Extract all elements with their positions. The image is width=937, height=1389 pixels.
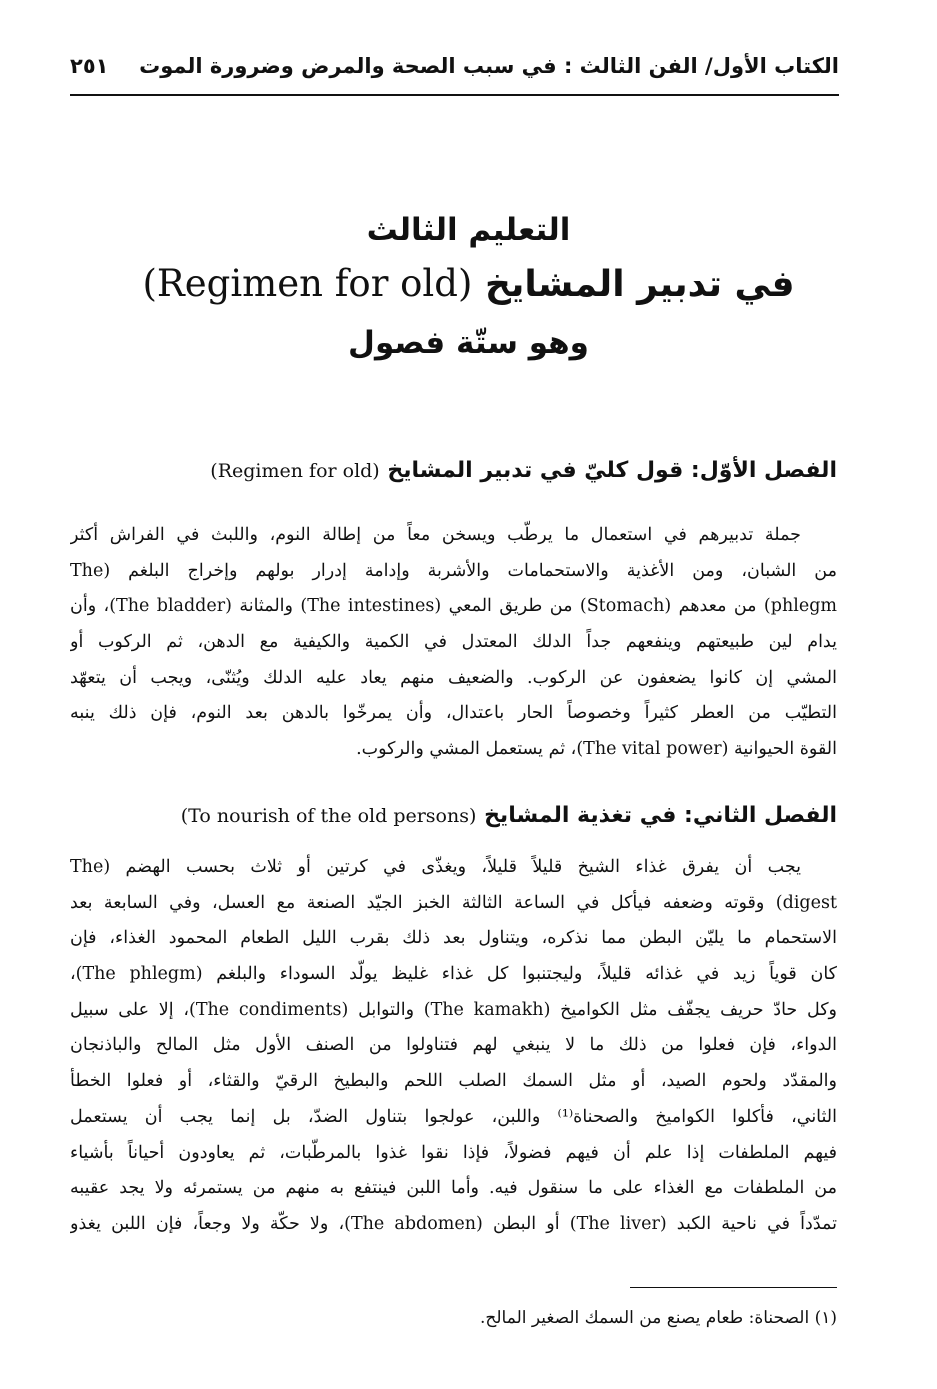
- chapter2-heading: [180, 803, 837, 847]
- page-number: ٢٥١: [70, 54, 109, 78]
- chapter2-heading-latin: (To nourish of the old persons): [180, 805, 477, 827]
- paragraph-line: كان قوياً زيد في غذائه قليلاً، وليجتنبوا كل غذاء غليظ يولّد السوداء والبلغم (The phlegm)،: [70, 964, 837, 985]
- running-title: الكتاب الأول/ الفن الثالث : في سبب الصحة والمرض وضرورة الموت: [139, 54, 839, 78]
- paragraph-line: المشي إن كانوا يضعفون عن الركوب. والضعيف منهم يعاد عليه الدلك ويُثنّى، ويجب أن يتعهّد: [70, 667, 837, 688]
- chapter1-heading-arabic: الفصل الأوّل: قول كليّ في تدبير المشايخ: [387, 458, 837, 483]
- footnote: (١) الصحناة: طعام يصنع من السمك الصغير المالح.: [480, 1308, 837, 1328]
- paragraph-line: جملة تدبيرهم في استعمال ما يرطّب ويسخن معاً من إطالة النوم، واللبث في الفراش أكثر: [70, 525, 801, 545]
- paragraph-line: الدواء، فإن فعلوا من ذلك ما لا ينبغي لهم فتناولوا من الصنف الأول مثل المالح والباذنجان: [70, 1035, 837, 1056]
- section-subtitle: [100, 262, 837, 305]
- paragraph-line: digest) وقوته وضعفه فيأكل في الساعة الثالثة الخبز الجيّد الصنعة مع العسل، وفي السابعة بعد: [70, 892, 837, 913]
- subtitle-latin: (Regimen for old): [142, 262, 473, 305]
- paragraph-line: من الملطفات مع الغذاء على ما سنقول فيه. وأما اللبن فينتفع به منهم من يستمرئه ولا يجد عقيبه: [70, 1178, 837, 1199]
- paragraph-line: يجب أن يفرق غذاء الشيخ قليلاً قليلاً، ويغذّى في كرتين أو ثلاث بحسب الهضم (The: [70, 857, 801, 877]
- chapter1-body: [70, 518, 837, 768]
- header-rule: [70, 94, 839, 96]
- paragraph-line: من الشبان، ومن الأغذية والاستحمامات والأشربة وإدامة إدرار بولهم وإخراج البلغم (The: [70, 560, 837, 581]
- chapter1-heading: [190, 458, 837, 502]
- chapter2-heading-arabic: الفصل الثاني: في تغذية المشايخ: [484, 803, 837, 828]
- section-chapter-count: وهو ستّة فصول: [348, 325, 589, 361]
- chapter1-heading-latin: (Regimen for old): [210, 460, 380, 482]
- footnote-rule: [630, 1287, 837, 1288]
- paragraph-line: وكل حادّ حريف يجفّف مثل الكواميخ (The kamakh) والتوابل (The condiments)، إلا على سبيل: [70, 999, 837, 1020]
- chapter2-body: [70, 850, 837, 1243]
- paragraph-line: القوة الحيوانية (The vital power)، ثم يستعمل المشي والركوب.: [356, 739, 837, 760]
- paragraph-line: تمدّداً في ناحية الكبد (The liver) أو البطن (The abdomen)، ولا حكّة ولا وجعاً، فإن اللبن يغذو: [70, 1213, 837, 1234]
- section-title: التعليم الثالث: [366, 212, 571, 248]
- paragraph-line: والمقدّد ولحوم الصيد، أو مثل السمك الصلب اللحم والبطيخ الرقيّ والقثاء، أو فعلوا الخطأ: [70, 1071, 837, 1092]
- paragraph-line: الثاني، فأكلوا الكواميخ والصحناة⁽¹⁾ واللبن، عولجوا بتناول الضدّ، بل إنما يجب أن يستعمل: [70, 1106, 837, 1127]
- page-header: [70, 46, 839, 86]
- subtitle-arabic: في تدبير المشايخ: [484, 264, 795, 305]
- paragraph-line: فيهم الملطفات إذا علم أن فيهم فضولاً، فإذا نقوا غذوا بالمرطّبات، ثم يعاودون أحياناً بأشياء: [70, 1142, 837, 1163]
- paragraph-line: التطيّب من العطر كثيراً وخصوصاً الحار باعتدال، وأن يمرخّوا بالدهن بعد النوم، فإن ذلك ينبه: [70, 703, 837, 724]
- paragraph-line: phlegm) من معدهم (Stomach) من طريق المعي (The intestines) والمثانة (The bladder)، وأن: [70, 596, 837, 617]
- paragraph-line: يدام لين طبيعتهم وينفعهم جداً الدلك المعتدل في الكمية والكيفية مع الدهن، ثم الركوب أو: [70, 632, 837, 653]
- paragraph-line: الاستحمام ما يليّن البطن مما نذكره، ويتناول بعد ذلك بقرب الليل الطعام المحمود الغذاء، فإن: [70, 928, 837, 949]
